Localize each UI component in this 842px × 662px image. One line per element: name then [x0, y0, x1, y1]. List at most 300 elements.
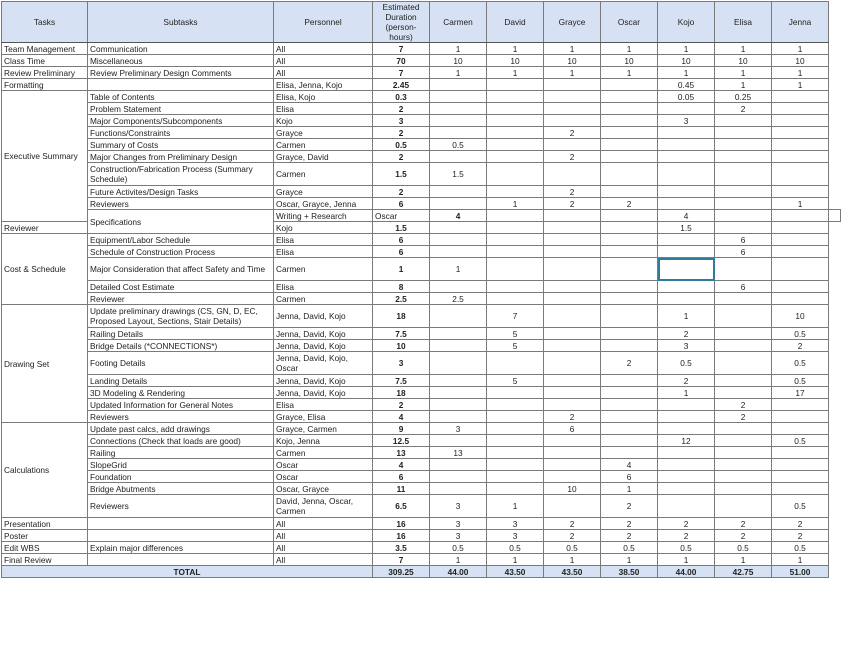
- member-hours-cell[interactable]: [430, 151, 487, 163]
- member-hours-cell[interactable]: [487, 222, 544, 234]
- personnel-cell[interactable]: All: [274, 542, 373, 554]
- member-hours-cell[interactable]: [658, 186, 715, 198]
- member-hours-cell[interactable]: [715, 328, 772, 340]
- member-hours-cell[interactable]: 1: [715, 79, 772, 91]
- total-label[interactable]: TOTAL: [2, 566, 373, 578]
- member-hours-cell[interactable]: 1: [487, 554, 544, 566]
- member-hours-cell[interactable]: [658, 495, 715, 518]
- member-hours-cell[interactable]: [430, 435, 487, 447]
- subtask-cell[interactable]: Communication: [88, 43, 274, 55]
- member-hours-cell[interactable]: [772, 115, 829, 127]
- member-hours-cell[interactable]: [544, 258, 601, 281]
- subtask-cell[interactable]: Updated Information for General Notes: [88, 399, 274, 411]
- member-hours-cell[interactable]: [544, 305, 601, 328]
- member-hours-cell[interactable]: [601, 423, 658, 435]
- total-member-cell[interactable]: 38.50: [601, 566, 658, 578]
- member-hours-cell[interactable]: [658, 483, 715, 495]
- member-hours-cell[interactable]: [601, 447, 658, 459]
- personnel-cell[interactable]: Elisa: [274, 246, 373, 258]
- member-hours-cell[interactable]: 6: [601, 471, 658, 483]
- personnel-cell[interactable]: Oscar, Grayce, Jenna: [274, 198, 373, 210]
- member-hours-cell[interactable]: [772, 459, 829, 471]
- personnel-cell[interactable]: Oscar: [274, 471, 373, 483]
- member-hours-cell[interactable]: 1: [487, 495, 544, 518]
- member-hours-cell[interactable]: [430, 91, 487, 103]
- member-hours-cell[interactable]: 3: [487, 518, 544, 530]
- member-hours-cell[interactable]: 2: [772, 340, 829, 352]
- member-hours-cell[interactable]: 2: [772, 518, 829, 530]
- member-hours-cell[interactable]: [601, 305, 658, 328]
- member-hours-cell[interactable]: 17: [772, 387, 829, 399]
- personnel-cell[interactable]: Kojo, Jenna: [274, 435, 373, 447]
- header-member[interactable]: Jenna: [772, 2, 829, 43]
- member-hours-cell[interactable]: 2: [715, 103, 772, 115]
- member-hours-cell[interactable]: [715, 305, 772, 328]
- member-hours-cell[interactable]: 1.5: [658, 222, 715, 234]
- member-hours-cell[interactable]: 6: [715, 246, 772, 258]
- member-hours-cell[interactable]: [487, 246, 544, 258]
- member-hours-cell[interactable]: 10: [487, 55, 544, 67]
- duration-cell[interactable]: 9: [373, 423, 430, 435]
- member-hours-cell[interactable]: [601, 435, 658, 447]
- member-hours-cell[interactable]: [430, 328, 487, 340]
- member-hours-cell[interactable]: 3: [430, 530, 487, 542]
- member-hours-cell[interactable]: [601, 234, 658, 246]
- subtask-cell[interactable]: Railing: [88, 447, 274, 459]
- member-hours-cell[interactable]: [601, 127, 658, 139]
- subtask-cell[interactable]: Reviewers: [88, 411, 274, 423]
- member-hours-cell[interactable]: 6: [544, 423, 601, 435]
- member-hours-cell[interactable]: 0.5: [658, 352, 715, 375]
- personnel-cell[interactable]: All: [274, 55, 373, 67]
- duration-cell[interactable]: 6.5: [373, 495, 430, 518]
- member-hours-cell[interactable]: [829, 210, 841, 222]
- member-hours-cell[interactable]: [487, 483, 544, 495]
- member-hours-cell[interactable]: 3: [658, 115, 715, 127]
- member-hours-cell[interactable]: [487, 163, 544, 186]
- member-hours-cell[interactable]: 2: [544, 518, 601, 530]
- duration-cell[interactable]: 6: [373, 246, 430, 258]
- subtask-cell[interactable]: Construction/Fabrication Process (Summary Schedule): [88, 163, 274, 186]
- subtask-cell[interactable]: [88, 518, 274, 530]
- member-hours-cell[interactable]: 1: [487, 43, 544, 55]
- member-hours-cell[interactable]: 0.5: [487, 542, 544, 554]
- member-hours-cell[interactable]: 1: [658, 554, 715, 566]
- member-hours-cell[interactable]: 1: [430, 67, 487, 79]
- member-hours-cell[interactable]: 2: [544, 411, 601, 423]
- member-hours-cell[interactable]: 6: [715, 234, 772, 246]
- member-hours-cell[interactable]: 0.25: [715, 91, 772, 103]
- personnel-cell[interactable]: Jenna, David, Kojo, Oscar: [274, 352, 373, 375]
- member-hours-cell[interactable]: 0.5: [772, 352, 829, 375]
- member-hours-cell[interactable]: 1.5: [430, 163, 487, 186]
- personnel-cell[interactable]: Oscar: [274, 459, 373, 471]
- member-hours-cell[interactable]: [430, 198, 487, 210]
- member-hours-cell[interactable]: [772, 258, 829, 281]
- member-hours-cell[interactable]: 2: [658, 375, 715, 387]
- duration-cell[interactable]: 2: [373, 186, 430, 198]
- task-cell[interactable]: Edit WBS: [2, 542, 88, 554]
- member-hours-cell[interactable]: [601, 340, 658, 352]
- member-hours-cell[interactable]: 10: [658, 55, 715, 67]
- subtask-cell[interactable]: SlopeGrid: [88, 459, 274, 471]
- member-hours-cell[interactable]: [772, 423, 829, 435]
- header-member[interactable]: Grayce: [544, 2, 601, 43]
- member-hours-cell[interactable]: [715, 186, 772, 198]
- member-hours-cell[interactable]: 1: [544, 554, 601, 566]
- subtask-cell[interactable]: Major Changes from Preliminary Design: [88, 151, 274, 163]
- member-hours-cell[interactable]: [601, 246, 658, 258]
- member-hours-cell[interactable]: [601, 293, 658, 305]
- personnel-cell[interactable]: Jenna, David, Kojo: [274, 387, 373, 399]
- member-hours-cell[interactable]: 7: [487, 305, 544, 328]
- member-hours-cell[interactable]: 0.45: [658, 79, 715, 91]
- member-hours-cell[interactable]: [430, 246, 487, 258]
- member-hours-cell[interactable]: [544, 246, 601, 258]
- member-hours-cell[interactable]: [430, 352, 487, 375]
- member-hours-cell[interactable]: 0.5: [430, 139, 487, 151]
- member-hours-cell[interactable]: [772, 186, 829, 198]
- member-hours-cell[interactable]: [601, 139, 658, 151]
- member-hours-cell[interactable]: 0.5: [430, 542, 487, 554]
- member-hours-cell[interactable]: 12: [658, 435, 715, 447]
- member-hours-cell[interactable]: [601, 79, 658, 91]
- subtask-cell[interactable]: Major Components/Subcomponents: [88, 115, 274, 127]
- member-hours-cell[interactable]: 1: [658, 67, 715, 79]
- personnel-cell[interactable]: Grayce, David: [274, 151, 373, 163]
- total-duration[interactable]: 309.25: [373, 566, 430, 578]
- member-hours-cell[interactable]: 1: [658, 387, 715, 399]
- member-hours-cell[interactable]: [544, 471, 601, 483]
- subtask-cell[interactable]: Equipment/Labor Schedule: [88, 234, 274, 246]
- personnel-cell[interactable]: Elisa: [274, 399, 373, 411]
- subtask-cell[interactable]: Future Activites/Design Tasks: [88, 186, 274, 198]
- duration-cell[interactable]: 13: [373, 447, 430, 459]
- duration-cell[interactable]: 3: [373, 115, 430, 127]
- member-hours-cell[interactable]: [658, 423, 715, 435]
- member-hours-cell[interactable]: [487, 423, 544, 435]
- member-hours-cell[interactable]: [715, 471, 772, 483]
- member-hours-cell[interactable]: [658, 411, 715, 423]
- member-hours-cell[interactable]: [487, 103, 544, 115]
- member-hours-cell[interactable]: [715, 163, 772, 186]
- subtask-cell[interactable]: Landing Details: [88, 375, 274, 387]
- duration-cell[interactable]: 0.5: [373, 139, 430, 151]
- member-hours-cell[interactable]: [487, 471, 544, 483]
- member-hours-cell[interactable]: 1: [601, 67, 658, 79]
- member-hours-cell[interactable]: 4: [601, 459, 658, 471]
- member-hours-cell[interactable]: [715, 387, 772, 399]
- member-hours-cell[interactable]: [715, 435, 772, 447]
- task-cell[interactable]: Cost & Schedule: [2, 234, 88, 305]
- member-hours-cell[interactable]: [715, 222, 772, 234]
- duration-cell[interactable]: 7: [373, 554, 430, 566]
- member-hours-cell[interactable]: [487, 139, 544, 151]
- header-member[interactable]: David: [487, 2, 544, 43]
- member-hours-cell[interactable]: [772, 281, 829, 293]
- member-hours-cell[interactable]: 5: [487, 340, 544, 352]
- member-hours-cell[interactable]: [487, 127, 544, 139]
- personnel-cell[interactable]: Elisa, Jenna, Kojo: [274, 79, 373, 91]
- task-cell[interactable]: Formatting: [2, 79, 88, 91]
- member-hours-cell[interactable]: [601, 387, 658, 399]
- member-hours-cell[interactable]: [658, 293, 715, 305]
- member-hours-cell[interactable]: 0.5: [772, 495, 829, 518]
- subtask-cell[interactable]: Foundation: [88, 471, 274, 483]
- member-hours-cell[interactable]: 10: [772, 305, 829, 328]
- member-hours-cell[interactable]: [715, 139, 772, 151]
- subtask-cell[interactable]: Update preliminary drawings (CS, GN, D, EC, Proposed Layout, Sections, Stair Details): [88, 305, 274, 328]
- member-hours-cell[interactable]: [487, 293, 544, 305]
- personnel-cell[interactable]: Grayce, Elisa: [274, 411, 373, 423]
- member-hours-cell[interactable]: 5: [487, 328, 544, 340]
- member-hours-cell[interactable]: [715, 352, 772, 375]
- member-hours-cell[interactable]: 2: [601, 530, 658, 542]
- subtask-cell[interactable]: [88, 554, 274, 566]
- member-hours-cell[interactable]: [544, 222, 601, 234]
- duration-cell[interactable]: 6: [373, 198, 430, 210]
- personnel-cell[interactable]: All: [274, 43, 373, 55]
- member-hours-cell[interactable]: 4: [658, 210, 715, 222]
- personnel-cell[interactable]: Elisa: [274, 281, 373, 293]
- member-hours-cell[interactable]: [772, 483, 829, 495]
- duration-cell[interactable]: 8: [373, 281, 430, 293]
- member-hours-cell[interactable]: [658, 198, 715, 210]
- member-hours-cell[interactable]: [544, 328, 601, 340]
- member-hours-cell[interactable]: [487, 352, 544, 375]
- member-hours-cell[interactable]: [601, 186, 658, 198]
- member-hours-cell[interactable]: [715, 198, 772, 210]
- duration-cell[interactable]: 0.3: [373, 91, 430, 103]
- member-hours-cell[interactable]: [430, 127, 487, 139]
- member-hours-cell[interactable]: 10: [544, 483, 601, 495]
- member-hours-cell[interactable]: [544, 340, 601, 352]
- personnel-cell[interactable]: Kojo: [274, 222, 373, 234]
- personnel-cell[interactable]: Grayce: [274, 186, 373, 198]
- member-hours-cell[interactable]: 1: [772, 198, 829, 210]
- member-hours-cell[interactable]: [715, 151, 772, 163]
- member-hours-cell[interactable]: [430, 387, 487, 399]
- member-hours-cell[interactable]: 1: [487, 67, 544, 79]
- duration-cell[interactable]: 16: [373, 530, 430, 542]
- duration-cell[interactable]: 2.45: [373, 79, 430, 91]
- member-hours-cell[interactable]: [544, 163, 601, 186]
- member-hours-cell[interactable]: [430, 375, 487, 387]
- duration-cell[interactable]: 2: [373, 151, 430, 163]
- member-hours-cell[interactable]: [430, 79, 487, 91]
- member-hours-cell[interactable]: 13: [430, 447, 487, 459]
- member-hours-cell[interactable]: 1: [544, 43, 601, 55]
- member-hours-cell[interactable]: [430, 234, 487, 246]
- member-hours-cell[interactable]: 1: [658, 43, 715, 55]
- member-hours-cell[interactable]: 3: [430, 423, 487, 435]
- member-hours-cell[interactable]: 1: [544, 67, 601, 79]
- member-hours-cell[interactable]: [430, 340, 487, 352]
- personnel-cell[interactable]: All: [274, 67, 373, 79]
- member-hours-cell[interactable]: [601, 411, 658, 423]
- duration-cell[interactable]: 11: [373, 483, 430, 495]
- member-hours-cell[interactable]: [487, 91, 544, 103]
- total-member-cell[interactable]: 43.50: [487, 566, 544, 578]
- duration-cell[interactable]: 12.5: [373, 435, 430, 447]
- member-hours-cell[interactable]: [601, 151, 658, 163]
- member-hours-cell[interactable]: [772, 234, 829, 246]
- personnel-cell[interactable]: Grayce: [274, 127, 373, 139]
- member-hours-cell[interactable]: 6: [715, 281, 772, 293]
- member-hours-cell[interactable]: 1: [715, 554, 772, 566]
- member-hours-cell[interactable]: 1: [430, 258, 487, 281]
- subtask-cell[interactable]: [88, 530, 274, 542]
- task-cell[interactable]: Team Management: [2, 43, 88, 55]
- subtask-cell[interactable]: Reviewers: [88, 495, 274, 518]
- total-member-cell[interactable]: 42.75: [715, 566, 772, 578]
- subtask-cell[interactable]: Bridge Details (*CONNECTIONS*): [88, 340, 274, 352]
- duration-cell[interactable]: 7: [373, 43, 430, 55]
- member-hours-cell[interactable]: [601, 103, 658, 115]
- member-hours-cell[interactable]: [544, 139, 601, 151]
- header-duration[interactable]: Estimated Duration (person-hours): [373, 2, 430, 43]
- member-hours-cell[interactable]: [544, 495, 601, 518]
- member-hours-cell[interactable]: [544, 352, 601, 375]
- member-hours-cell[interactable]: [430, 222, 487, 234]
- member-hours-cell[interactable]: [715, 447, 772, 459]
- member-hours-cell[interactable]: 1: [601, 43, 658, 55]
- member-hours-cell[interactable]: [658, 246, 715, 258]
- personnel-cell[interactable]: Jenna, David, Kojo: [274, 328, 373, 340]
- member-hours-cell[interactable]: 3: [430, 518, 487, 530]
- member-hours-cell[interactable]: [487, 79, 544, 91]
- member-hours-cell[interactable]: [487, 447, 544, 459]
- member-hours-cell[interactable]: [715, 127, 772, 139]
- personnel-cell[interactable]: Carmen: [274, 258, 373, 281]
- member-hours-cell[interactable]: [487, 459, 544, 471]
- member-hours-cell[interactable]: [715, 423, 772, 435]
- member-hours-cell[interactable]: 3: [487, 530, 544, 542]
- personnel-cell[interactable]: Oscar: [373, 210, 430, 222]
- member-hours-cell[interactable]: [430, 411, 487, 423]
- duration-cell[interactable]: 2: [373, 399, 430, 411]
- total-member-cell[interactable]: 51.00: [772, 566, 829, 578]
- duration-cell[interactable]: 70: [373, 55, 430, 67]
- member-hours-cell[interactable]: 0.5: [772, 435, 829, 447]
- duration-cell[interactable]: 7.5: [373, 328, 430, 340]
- member-hours-cell[interactable]: 1: [772, 43, 829, 55]
- member-hours-cell[interactable]: [658, 399, 715, 411]
- subtask-cell[interactable]: Table of Contents: [88, 91, 274, 103]
- member-hours-cell[interactable]: [544, 375, 601, 387]
- subtask-cell[interactable]: 3D Modeling & Rendering: [88, 387, 274, 399]
- duration-cell[interactable]: 3.5: [373, 542, 430, 554]
- member-hours-cell[interactable]: 0.5: [772, 375, 829, 387]
- task-cell[interactable]: Class Time: [2, 55, 88, 67]
- member-hours-cell[interactable]: [715, 210, 772, 222]
- member-hours-cell[interactable]: [544, 293, 601, 305]
- subtask-cell[interactable]: Reviewers: [88, 198, 274, 210]
- member-hours-cell[interactable]: [487, 258, 544, 281]
- member-hours-cell[interactable]: 2: [601, 198, 658, 210]
- subtask-cell[interactable]: Miscellaneous: [88, 55, 274, 67]
- personnel-cell[interactable]: Elisa, Kojo: [274, 91, 373, 103]
- total-member-cell[interactable]: 44.00: [658, 566, 715, 578]
- member-hours-cell[interactable]: [544, 447, 601, 459]
- member-hours-cell[interactable]: [658, 127, 715, 139]
- task-cell[interactable]: Calculations: [2, 423, 88, 518]
- subtask-cell[interactable]: Update past calcs, add drawings: [88, 423, 274, 435]
- member-hours-cell[interactable]: 3: [430, 495, 487, 518]
- member-hours-cell[interactable]: [715, 293, 772, 305]
- total-member-cell[interactable]: 43.50: [544, 566, 601, 578]
- subtask-cell[interactable]: Major Consideration that affect Safety and Time: [88, 258, 274, 281]
- member-hours-cell[interactable]: 2: [601, 495, 658, 518]
- duration-cell[interactable]: 2.5: [373, 293, 430, 305]
- member-hours-cell[interactable]: [772, 399, 829, 411]
- member-hours-cell[interactable]: 2: [601, 518, 658, 530]
- member-hours-cell[interactable]: [601, 281, 658, 293]
- member-hours-cell[interactable]: [544, 399, 601, 411]
- member-hours-cell[interactable]: [601, 222, 658, 234]
- member-hours-cell[interactable]: [715, 115, 772, 127]
- member-hours-cell[interactable]: [772, 471, 829, 483]
- member-hours-cell[interactable]: 10: [544, 55, 601, 67]
- member-hours-cell[interactable]: [715, 459, 772, 471]
- member-hours-cell[interactable]: 1: [487, 198, 544, 210]
- personnel-cell[interactable]: Elisa: [274, 103, 373, 115]
- duration-cell[interactable]: 3: [373, 352, 430, 375]
- member-hours-cell[interactable]: [487, 151, 544, 163]
- member-hours-cell[interactable]: [601, 115, 658, 127]
- header-member[interactable]: Carmen: [430, 2, 487, 43]
- member-hours-cell[interactable]: 1: [658, 305, 715, 328]
- member-hours-cell[interactable]: 10: [430, 55, 487, 67]
- member-hours-cell[interactable]: [544, 91, 601, 103]
- member-hours-cell[interactable]: 1: [772, 79, 829, 91]
- member-hours-cell[interactable]: 5: [487, 375, 544, 387]
- duration-cell[interactable]: 4: [373, 459, 430, 471]
- duration-cell[interactable]: 4: [430, 210, 487, 222]
- duration-cell[interactable]: 7: [373, 67, 430, 79]
- personnel-cell[interactable]: Carmen: [274, 139, 373, 151]
- task-cell[interactable]: Final Review: [2, 554, 88, 566]
- subtask-cell[interactable]: Reviewer: [2, 222, 88, 234]
- personnel-cell[interactable]: Elisa: [274, 234, 373, 246]
- member-hours-cell[interactable]: 1: [772, 554, 829, 566]
- member-hours-cell[interactable]: [601, 91, 658, 103]
- personnel-cell[interactable]: All: [274, 554, 373, 566]
- task-cell[interactable]: Presentation: [2, 518, 88, 530]
- member-hours-cell[interactable]: 0.5: [772, 328, 829, 340]
- total-member-cell[interactable]: 44.00: [430, 566, 487, 578]
- member-hours-cell[interactable]: 0.5: [772, 542, 829, 554]
- member-hours-cell[interactable]: 2: [544, 186, 601, 198]
- member-hours-cell[interactable]: [601, 258, 658, 281]
- subtask-cell[interactable]: Footing Details: [88, 352, 274, 375]
- member-hours-cell[interactable]: [772, 447, 829, 459]
- task-cell[interactable]: Drawing Set: [2, 305, 88, 423]
- member-hours-cell[interactable]: 10: [772, 55, 829, 67]
- member-hours-cell[interactable]: [601, 210, 658, 222]
- subtask-cell[interactable]: Railing Details: [88, 328, 274, 340]
- member-hours-cell[interactable]: [544, 435, 601, 447]
- member-hours-cell[interactable]: [658, 234, 715, 246]
- subtask-cell[interactable]: Reviewer: [88, 293, 274, 305]
- duration-cell[interactable]: 6: [373, 471, 430, 483]
- member-hours-cell[interactable]: [544, 387, 601, 399]
- member-hours-cell[interactable]: [772, 127, 829, 139]
- subtask-cell[interactable]: Bridge Abutments: [88, 483, 274, 495]
- member-hours-cell[interactable]: [430, 459, 487, 471]
- member-hours-cell[interactable]: [487, 399, 544, 411]
- subtask-cell[interactable]: [88, 79, 274, 91]
